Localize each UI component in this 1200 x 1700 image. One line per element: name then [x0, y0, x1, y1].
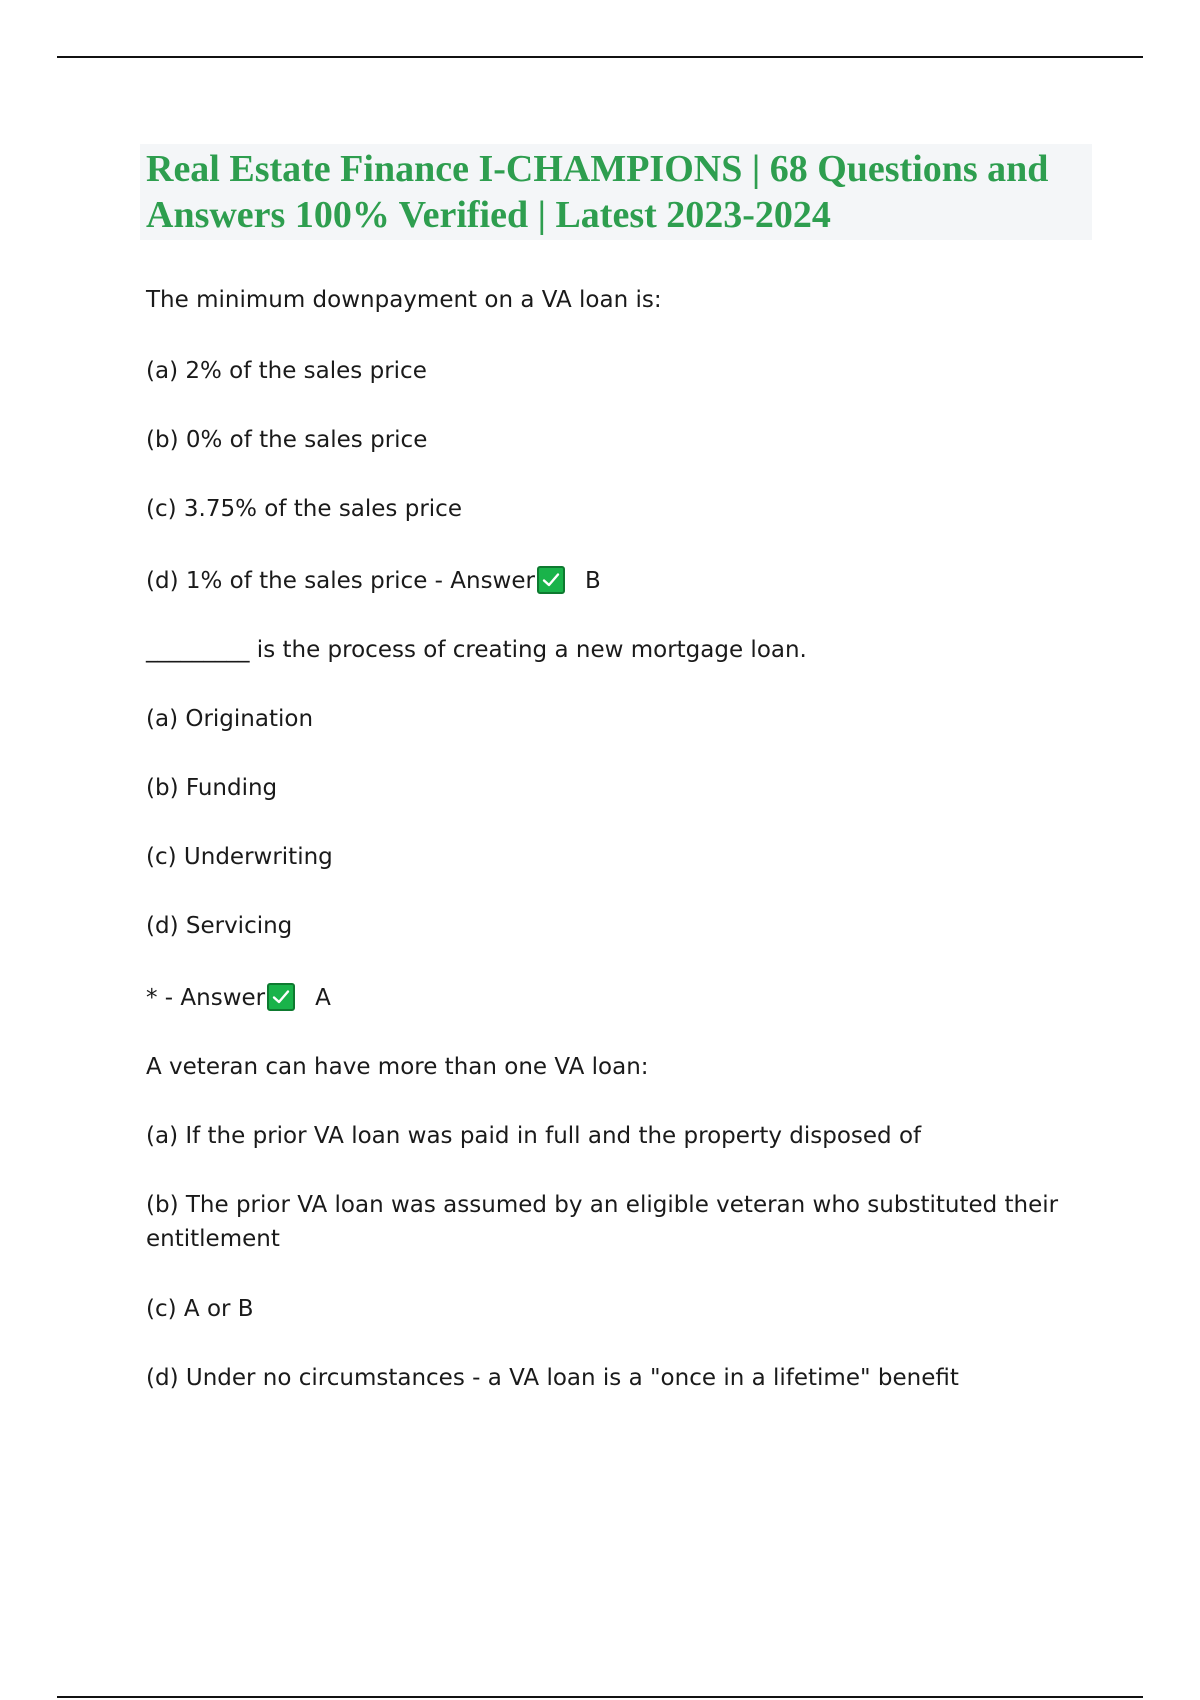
answer-letter: A	[315, 985, 331, 1011]
answer-letter: B	[584, 568, 601, 594]
answer-line	[146, 564, 1086, 598]
answer-option: (d) 1% of the sales price - Answer	[146, 568, 535, 594]
question-prompt: A veteran can have more than one VA loan:	[146, 1054, 649, 1080]
bottom-rule	[57, 1696, 1143, 1698]
document-title: Real Estate Finance I-CHAMPIONS | 68 Questions and Answers 100% Verified | Latest 2023-2024	[146, 148, 1049, 236]
check-mark-icon	[267, 983, 295, 1011]
question-prompt: The minimum downpayment on a VA loan is:	[146, 287, 662, 313]
question-prompt: _________ is the process of creating a new mortgage loan.	[146, 637, 807, 663]
answer-option: (d) Servicing	[146, 913, 293, 939]
answer-option: (d) Under no circumstances - a VA loan is a "once in a lifetime" benefit	[146, 1365, 959, 1391]
answer-option: (a) Origination	[146, 706, 314, 732]
answer-option: (c) Underwriting	[146, 844, 333, 870]
answer-prefix: * - Answer	[146, 985, 266, 1011]
answer-option: (c) 3.75% of the sales price	[146, 496, 462, 522]
top-rule	[57, 56, 1143, 58]
check-mark-icon	[537, 566, 565, 594]
answer-option: (b) Funding	[146, 775, 278, 801]
answer-line	[146, 981, 1086, 1015]
answer-option: (a) 2% of the sales price	[146, 358, 427, 384]
answer-option: (b) The prior VA loan was assumed by an eligible veteran who substituted their entitlement	[146, 1192, 1059, 1252]
answer-option: (b) 0% of the sales price	[146, 427, 428, 453]
answer-option: (a) If the prior VA loan was paid in full and the property disposed of	[146, 1123, 922, 1149]
answer-option: (c) A or B	[146, 1296, 254, 1322]
